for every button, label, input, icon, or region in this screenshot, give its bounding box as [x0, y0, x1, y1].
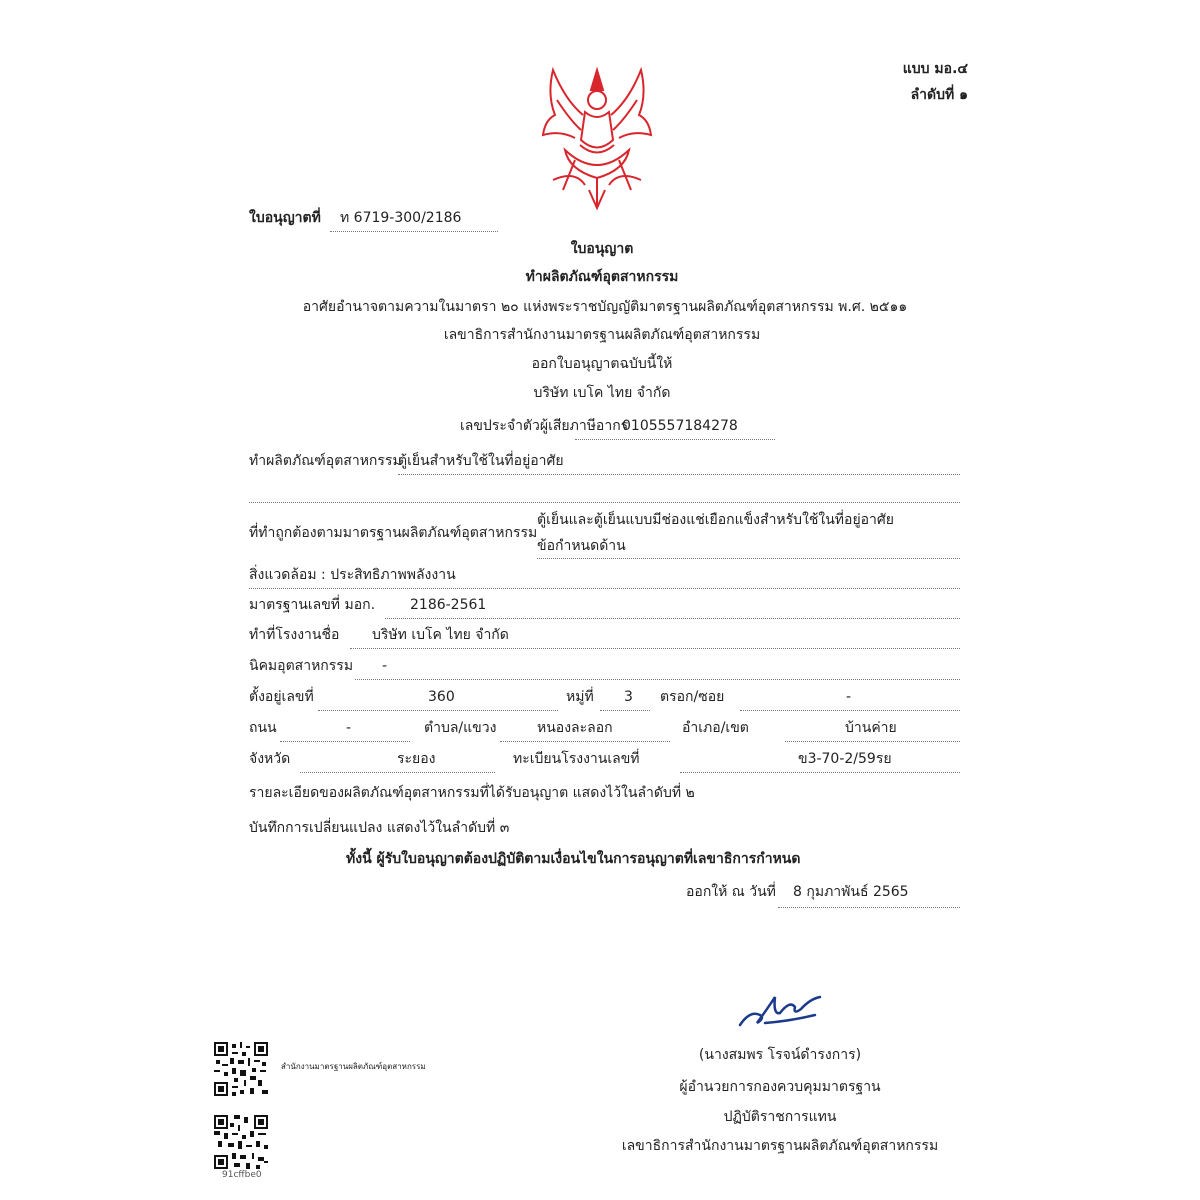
- standard-conform-underline-2: [249, 588, 960, 589]
- tax-id-value: 0105557184278: [622, 418, 738, 434]
- province-line: [300, 772, 495, 773]
- soi-value: -: [846, 689, 852, 705]
- tax-id-line: [575, 439, 775, 440]
- district-value: บ้านค่าย: [845, 720, 897, 736]
- tis-line: [385, 618, 960, 619]
- issue-to-text: ออกใบอนุญาตฉบับนี้ให้: [531, 356, 673, 372]
- moo-line: [600, 710, 650, 711]
- factory-reg-line: [680, 772, 960, 773]
- acting-on-behalf: ปฏิบัติราชการแทน: [723, 1109, 837, 1125]
- tis-label: มาตรฐานเลขที่ มอก.: [249, 597, 376, 613]
- estate-value: -: [382, 658, 388, 674]
- soi-label: ตรอก/ซอย: [660, 689, 725, 705]
- address-no-value: 360: [428, 689, 455, 705]
- signature-icon: [735, 985, 825, 1030]
- document-title: ใบอนุญาต: [570, 241, 634, 257]
- standard-conform-line3: สิ่งแวดล้อม : ประสิทธิภาพพลังงาน: [249, 567, 456, 583]
- road-line: [280, 741, 410, 742]
- estate-label: นิคมอุตสาหกรรม: [249, 658, 354, 674]
- authority-text: อาศัยอำนาจตามความในมาตรา ๒๐ แห่งพระราชบัญญัติมาตรฐานผลิตภัณฑ์อุตสาหกรรม พ.ศ. ๒๕๑๑: [302, 299, 908, 315]
- province-label: จังหวัด: [249, 751, 291, 767]
- issue-date-line: [778, 907, 960, 908]
- office-name-footer: สำนักงานมาตรฐานผลิตภัณฑ์อุตสาหกรรม: [281, 1062, 426, 1071]
- factory-reg-value: ข3-70-2/59รย: [798, 751, 892, 767]
- issue-date-label: ออกให้ ณ วันที่: [686, 884, 776, 900]
- license-no-line: [330, 231, 498, 232]
- standard-conform-line2: ข้อกำหนดด้าน: [537, 538, 626, 554]
- tis-value: 2186-2561: [410, 597, 487, 613]
- soi-line: [740, 710, 960, 711]
- garuda-emblem-icon: [535, 60, 660, 212]
- product-details-note: รายละเอียดของผลิตภัณฑ์อุตสาหกรรมที่ได้รับอนุญาต แสดงไว้ในลำดับที่ ๒: [249, 785, 695, 801]
- license-no-value: ท 6719-300/2186: [340, 210, 462, 226]
- road-label: ถนน: [249, 720, 277, 736]
- blank-line: [249, 502, 960, 503]
- district-line: [785, 741, 960, 742]
- estate-line: [355, 679, 960, 680]
- secretary-general: เลขาธิการสำนักงานมาตรฐานผลิตภัณฑ์อุตสาหกรรม: [621, 1138, 939, 1154]
- subdistrict-label: ตำบล/แขวง: [424, 720, 497, 736]
- signatory-name: (นางสมพร โรจน์ดำรงการ): [698, 1047, 862, 1063]
- subdistrict-line: [500, 741, 670, 742]
- address-no-label: ตั้งอยู่เลขที่: [249, 689, 314, 705]
- product-value: ตู้เย็นสำหรับใช้ในที่อยู่อาศัย: [398, 453, 564, 469]
- verification-qr-code-icon: [214, 1115, 268, 1169]
- license-no-label: ใบอนุญาตที่: [249, 210, 321, 226]
- issue-date-value: 8 กุมภาพันธ์ 2565: [793, 884, 909, 900]
- license-condition: ทั้งนี้ ผู้รับใบอนุญาตต้องปฏิบัติตามเงื่อนไขในการอนุญาตที่เลขาธิการกำหนด: [346, 851, 801, 867]
- address-no-line: [318, 710, 558, 711]
- moo-label: หมู่ที่: [566, 689, 594, 705]
- product-label: ทำผลิตภัณฑ์อุตสาหกรรม: [249, 453, 402, 469]
- sequence-number: ลำดับที่ ๑: [910, 87, 968, 103]
- standard-conform-line1: ตู้เย็นและตู้เย็นแบบมีช่องแช่เยือกแข็งสำหรับใช้ในที่อยู่อาศัย: [537, 512, 895, 528]
- qr-code-icon: [214, 1042, 268, 1096]
- issuer-text: เลขาธิการสำนักงานมาตรฐานผลิตภัณฑ์อุตสาหกรรม: [443, 327, 761, 343]
- product-line: [398, 474, 960, 475]
- district-label: อำเภอ/เขต: [682, 720, 749, 736]
- tax-id-label: เลขประจำตัวผู้เสียภาษีอากร: [460, 418, 629, 434]
- qr-code-id: 91cffbe0: [222, 1170, 262, 1180]
- company-name: บริษัท เบโค ไทย จำกัด: [533, 385, 671, 401]
- factory-value: บริษัท เบโค ไทย จำกัด: [372, 627, 509, 643]
- signatory-position: ผู้อำนวยการกองควบคุมมาตรฐาน: [679, 1079, 881, 1095]
- factory-line: [350, 648, 960, 649]
- province-value: ระยอง: [397, 751, 436, 767]
- road-value: -: [346, 720, 352, 736]
- moo-value: 3: [624, 689, 633, 705]
- subdistrict-value: หนองละลอก: [537, 720, 613, 736]
- standard-conform-underline: [537, 558, 960, 559]
- factory-reg-label: ทะเบียนโรงงานเลขที่: [513, 751, 640, 767]
- form-code: แบบ มอ.๔: [902, 61, 968, 77]
- standard-conform-label: ที่ทำถูกต้องตามมาตรฐานผลิตภัณฑ์อุตสาหกรรม: [249, 525, 538, 541]
- factory-label: ทำที่โรงงานชื่อ: [249, 627, 340, 643]
- change-record-note: บันทึกการเปลี่ยนแปลง แสดงไว้ในลำดับที่ ๓: [249, 820, 510, 836]
- document-subtitle: ทำผลิตภัณฑ์อุตสาหกรรม: [525, 269, 679, 285]
